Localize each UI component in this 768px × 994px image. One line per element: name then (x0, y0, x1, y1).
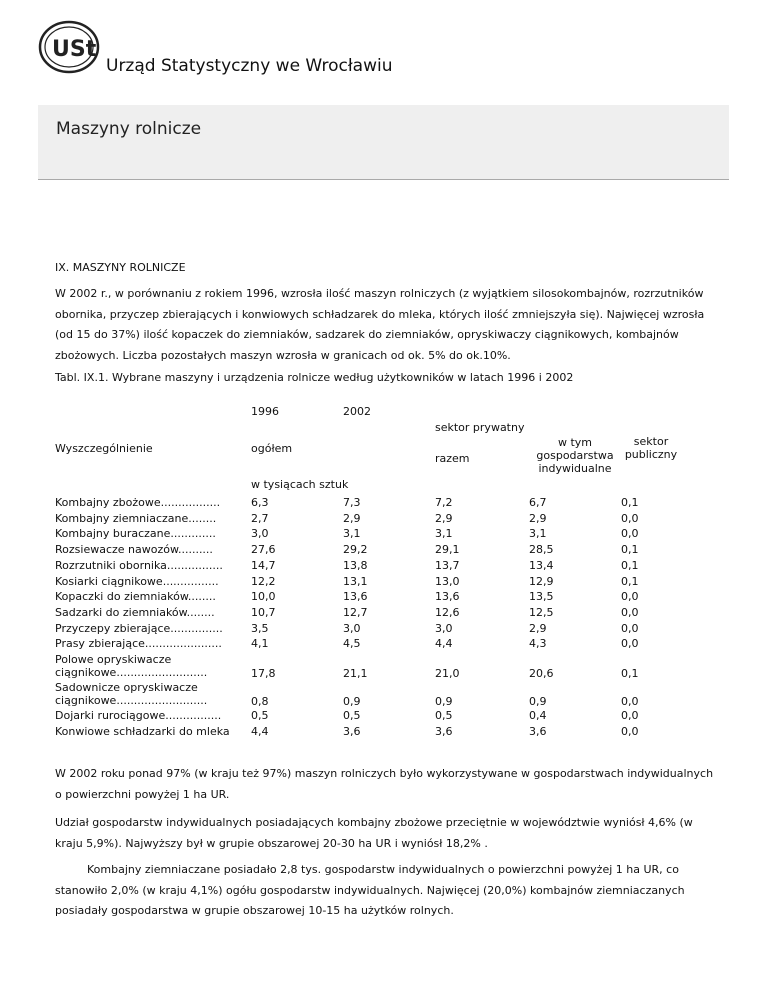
table-cell-v1996: 3,5 (251, 621, 269, 635)
table-cell-v1996: 10,0 (251, 590, 276, 604)
gus-logo-icon (38, 20, 100, 74)
header-total: ogółem (251, 442, 293, 455)
table-cell-indyw: 3,1 (529, 527, 547, 541)
table-cell-v1996: 4,1 (251, 637, 269, 651)
table-row-label-cont: ciągnikowe.......................... (55, 694, 208, 707)
table-cell-publ: 0,1 (621, 543, 639, 557)
table-cell-indyw: 12,5 (529, 605, 554, 619)
header-individual-farms: w tym gospodarstwa indywidualne (536, 436, 614, 475)
intro-paragraph: W 2002 r., w porównaniu z rokiem 1996, wzrosła ilość maszyn rolniczych (z wyjątkiem silosokombajnów, rozrzutników obornika, przyczep zbierających i konwiowych schładzarek do mleka, których ilość zmniejszyła się). Najwięcej wzrosła (od 15 do 37%) ilość kopaczek do ziemniaków, sadzarek do ziemniaków, opryskiwaczy ciągnikowych, kombajnów zbożowych. Liczba pozostałych maszyn wzrosła w granicach od ok. 5% do ok.10%. (55, 287, 705, 362)
table-cell-indyw: 2,9 (529, 621, 547, 635)
table-cell-v1996: 17,8 (251, 667, 276, 680)
table-row-label: Prasy zbierające...................... (55, 637, 222, 651)
table-cell-v1996: 4,4 (251, 724, 269, 738)
table-cell-indyw: 0,4 (529, 709, 547, 722)
table-cell-v2002: 0,5 (343, 709, 361, 722)
table-cell-razem: 13,0 (435, 574, 460, 588)
header-public-sector: sektor publiczny (624, 435, 678, 461)
table-cell-v1996: 2,7 (251, 511, 269, 525)
page-title: Maszyny rolnicze (56, 119, 202, 139)
paragraph-share-individual: W 2002 roku ponad 97% (w kraju też 97%) maszyn rolniczych było wykorzystywane w gospodarstwach indywidualnych o powierzchni powyżej 1 ha UR. (55, 767, 714, 801)
header-total-private: razem (435, 452, 470, 465)
table-cell-v1996: 0,5 (251, 709, 269, 722)
table-cell-v1996: 3,0 (251, 527, 269, 541)
table-cell-v2002: 4,5 (343, 637, 361, 651)
header-private-sector: sektor prywatny (435, 421, 525, 434)
table-row-label: Konwiowe schładzarki do mleka (55, 724, 230, 738)
table-cell-v2002: 12,7 (343, 605, 368, 619)
section-heading: IX. MASZYNY ROLNICZE (55, 261, 186, 274)
table-cell-razem: 0,9 (435, 695, 453, 708)
table-cell-publ: 0,0 (621, 511, 639, 525)
table-cell-v1996: 27,6 (251, 543, 276, 557)
table-row-label: Rozrzutniki obornika................ (55, 558, 223, 572)
table-cell-publ: 0,1 (621, 558, 639, 572)
table-cell-razem: 13,6 (435, 590, 460, 604)
table-row-label: Sadownicze opryskiwacze (55, 681, 198, 694)
table-cell-v2002: 2,9 (343, 511, 361, 525)
table-cell-v1996: 10,7 (251, 605, 276, 619)
table-row-label: Dojarki rurociągowe................ (55, 709, 222, 722)
table-row-label: Kosiarki ciągnikowe................ (55, 574, 219, 588)
table-cell-razem: 3,1 (435, 527, 453, 541)
table-cell-razem: 3,6 (435, 724, 453, 738)
table-cell-indyw: 4,3 (529, 637, 547, 651)
table-cell-v2002: 29,2 (343, 543, 368, 557)
table-cell-v2002: 3,6 (343, 724, 361, 738)
table-cell-publ: 0,0 (621, 621, 639, 635)
table-cell-publ: 0,0 (621, 724, 639, 738)
table-cell-publ: 0,1 (621, 496, 639, 509)
table-cell-indyw: 20,6 (529, 667, 554, 680)
table-cell-indyw: 13,4 (529, 558, 554, 572)
table-row-label: Sadzarki do ziemniaków........ (55, 605, 215, 619)
table-row-label: Kombajny ziemniaczane........ (55, 511, 217, 525)
table-caption: Tabl. IX.1. Wybrane maszyny i urządzenia rolnicze według użytkowników w latach 1996 i 2002 (55, 371, 574, 384)
paragraph-combine-harvesters: Udział gospodarstw indywidualnych posiadających kombajny zbożowe przeciętnie w województwie wyniósł 4,6% (w kraju 5,9%). Najwyższy był w grupie obszarowej 20-30 ha UR i wyniósł 18,2% . (55, 816, 693, 850)
table-cell-razem: 12,6 (435, 605, 460, 619)
table-cell-v2002: 13,6 (343, 590, 368, 604)
table-cell-publ: 0,0 (621, 637, 639, 651)
header-year-1996: 1996 (251, 405, 279, 418)
header-unit: w tysiącach sztuk (251, 478, 349, 491)
table-cell-publ: 0,1 (621, 667, 639, 680)
table-cell-v2002: 13,1 (343, 574, 368, 588)
organization-name: Urząd Statystyczny we Wrocławiu (106, 56, 393, 76)
paragraph-potato-harvesters: Kombajny ziemniaczane posiadało 2,8 tys. gospodarstw indywidualnych o powierzchni powyżej 1 ha UR, co stanowiło 2,0% (w kraju 4,1%) ogółu gospodarstw indywidualnych. Najwięcej (20,0%) kombajnów ziemniaczanych posiadały gospodarstwa w grupie obszarowej 10-15 ha użytków rolnych. (55, 863, 685, 917)
header-row-label: Wyszczególnienie (55, 442, 153, 455)
table-cell-indyw: 3,6 (529, 724, 547, 738)
table-row-label: Kopaczki do ziemniaków........ (55, 590, 216, 604)
header-year-2002: 2002 (343, 405, 371, 418)
table-cell-indyw: 28,5 (529, 543, 554, 557)
table-cell-razem: 29,1 (435, 543, 460, 557)
table-cell-publ: 0,0 (621, 590, 639, 604)
table-cell-razem: 21,0 (435, 667, 460, 680)
table-cell-razem: 3,0 (435, 621, 453, 635)
table-cell-razem: 0,5 (435, 709, 453, 722)
table-cell-v2002: 13,8 (343, 558, 368, 572)
table-cell-v2002: 21,1 (343, 667, 368, 680)
table-cell-v1996: 0,8 (251, 695, 269, 708)
table-cell-indyw: 13,5 (529, 590, 554, 604)
page-header (38, 20, 738, 80)
table-cell-publ: 0,1 (621, 574, 639, 588)
table-row-label: Kombajny buraczane............. (55, 527, 216, 541)
table-cell-razem: 4,4 (435, 637, 453, 651)
table-cell-publ: 0,0 (621, 709, 639, 722)
table-cell-v1996: 14,7 (251, 558, 276, 572)
table-row-label-cont: ciągnikowe.......................... (55, 666, 208, 679)
table-cell-v2002: 3,0 (343, 621, 361, 635)
table-cell-indyw: 12,9 (529, 574, 554, 588)
table-row-label: Przyczepy zbierające............... (55, 621, 223, 635)
svg-text:USt: USt (52, 37, 97, 62)
table-row-label: Rozsiewacze nawozów.......... (55, 543, 213, 557)
table-cell-razem: 13,7 (435, 558, 460, 572)
table-cell-v1996: 6,3 (251, 496, 269, 509)
table-cell-razem: 7,2 (435, 496, 453, 509)
title-banner (38, 105, 729, 180)
table-cell-indyw: 0,9 (529, 695, 547, 708)
table-cell-razem: 2,9 (435, 511, 453, 525)
table-cell-v1996: 12,2 (251, 574, 276, 588)
table-row-label: Polowe opryskiwacze (55, 653, 172, 666)
table-row-label: Kombajny zbożowe................. (55, 496, 221, 509)
table-cell-publ: 0,0 (621, 695, 639, 708)
table-cell-publ: 0,0 (621, 605, 639, 619)
table-cell-v2002: 0,9 (343, 695, 361, 708)
table-cell-publ: 0,0 (621, 527, 639, 541)
table-cell-v2002: 3,1 (343, 527, 361, 541)
table-cell-v2002: 7,3 (343, 496, 361, 509)
table-cell-indyw: 2,9 (529, 511, 547, 525)
table-cell-indyw: 6,7 (529, 496, 547, 509)
